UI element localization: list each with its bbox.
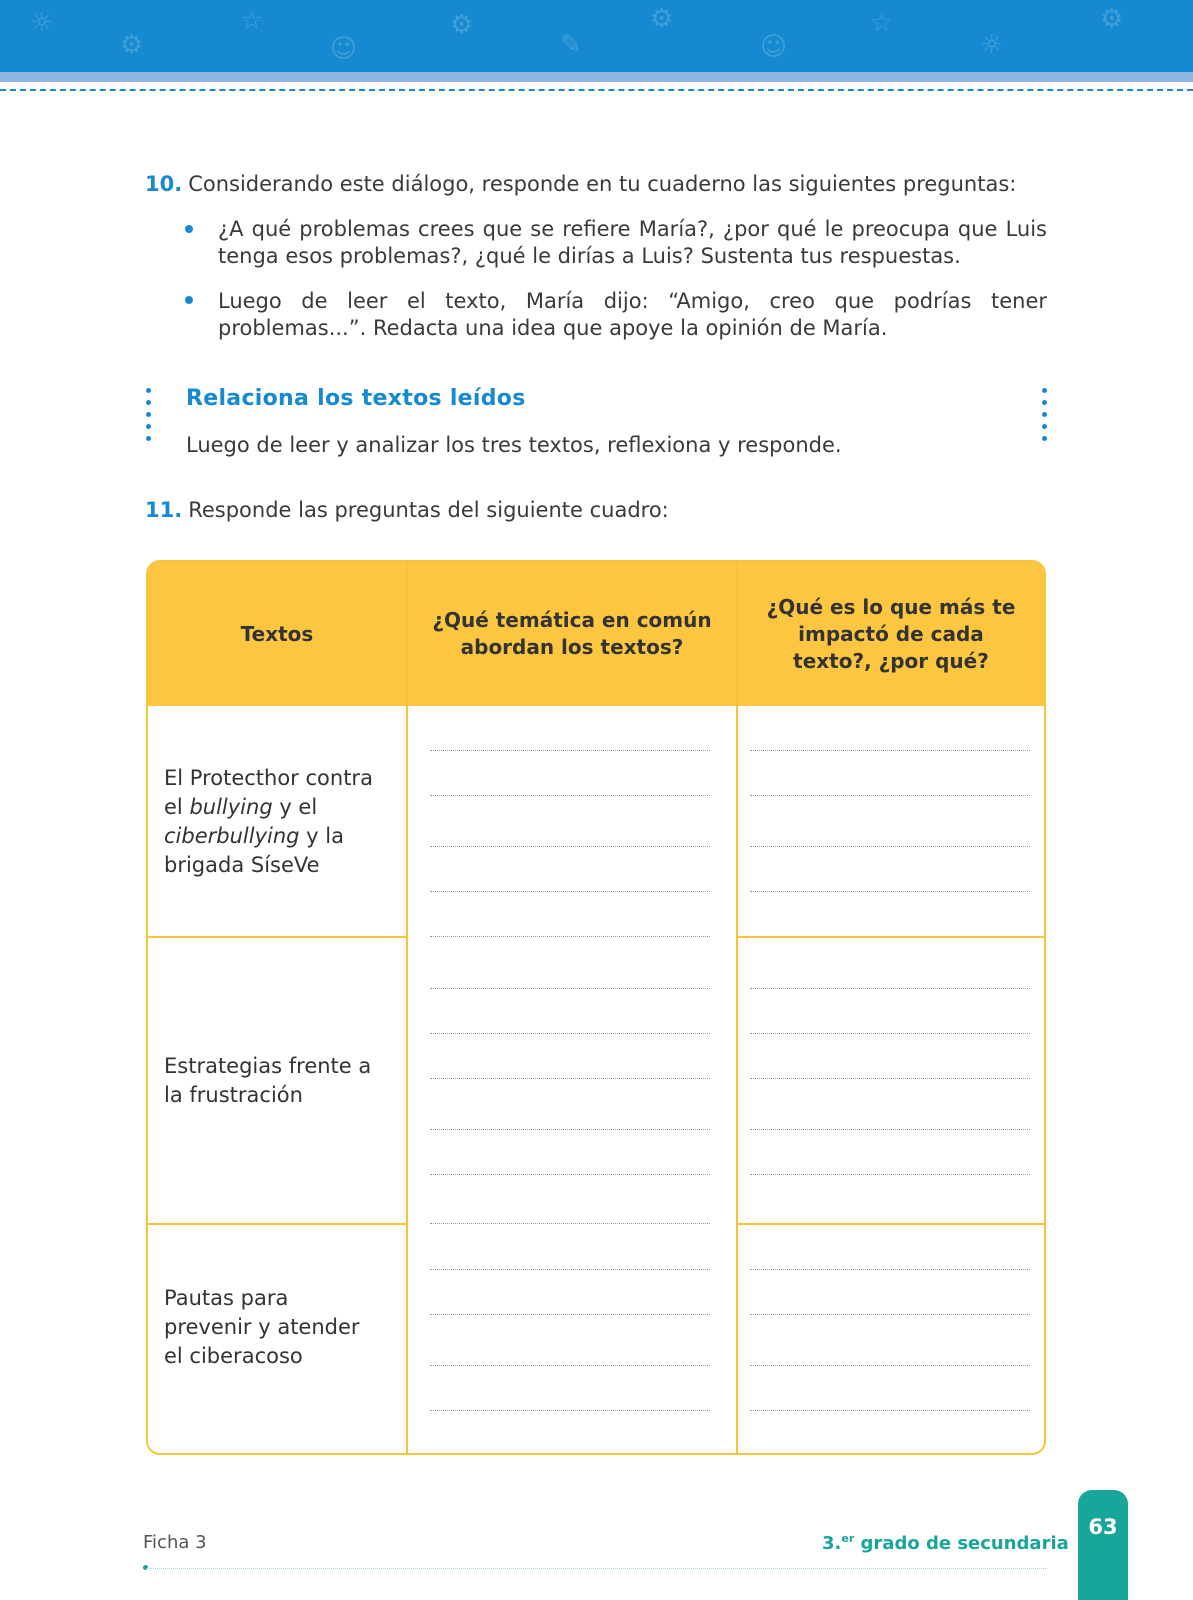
row-text-italic: ciberbullying [164,824,300,848]
header-banner [0,0,1193,72]
writing-line [750,1365,1030,1366]
writing-line [430,750,710,751]
writing-line [430,1078,710,1079]
row-divider [148,1223,406,1225]
writing-line [750,1269,1030,1270]
writing-line [750,988,1030,989]
left-dotted-border [146,388,152,448]
writing-line [750,1174,1030,1175]
gear-icon: ⚙ [120,30,144,60]
question-text: Considerando este diálogo, responde en tu cuaderno las siguientes preguntas: [188,172,1017,196]
writing-line [430,1174,710,1175]
star-icon: ☆ [870,8,894,38]
row-text-estrategias: Estrategias frente a la frustración [164,1054,372,1107]
smile-icon: ☺ [760,32,788,62]
column-divider [406,562,408,1453]
row-text-italic: bullying [189,795,273,819]
section-text: Luego de leer y analizar los tres textos, reflexiona y responde. [186,433,842,457]
writing-line [750,1129,1030,1130]
right-dotted-border [1042,388,1048,448]
bullet-icon [183,292,198,307]
question-number: 10. [145,172,183,196]
writing-line [430,1410,710,1411]
answer-table [146,560,1046,1455]
writing-line [750,1078,1030,1079]
lightbulb-icon: ☼ [30,8,54,38]
footer-ficha: Ficha 3 [143,1532,207,1553]
table-header [148,562,1044,706]
writing-line [430,1223,710,1224]
row-divider [738,936,1044,938]
row-text-protecthor [164,764,394,880]
gear-icon: ⚙ [450,10,474,40]
writing-line [430,846,710,847]
header-strip [0,72,1193,82]
header-textos: Textos [240,621,314,646]
header-tematica: ¿Qué temática en común abordan los textos? [432,608,712,659]
writing-line [750,750,1030,751]
writing-line [750,891,1030,892]
writing-line [430,936,710,937]
header-impacto: ¿Qué es lo que más te impactó de cada texto?, ¿por qué? [766,594,1016,673]
writing-line [750,795,1030,796]
question-11 [145,498,669,522]
writing-line [430,1269,710,1270]
grade-suffix: er [841,1532,855,1545]
writing-line [430,795,710,796]
question-10 [145,172,1016,196]
writing-line [430,988,710,989]
row-text-pautas: Pautas para prevenir y atender el ciberacoso [164,1286,360,1368]
row-text-part: y la brigada SíseVe [164,824,344,877]
lightbulb-icon: ☼ [980,30,1004,60]
writing-line [750,1033,1030,1034]
writing-line [430,1129,710,1130]
question-text: Responde las preguntas del siguiente cuadro: [188,498,669,522]
bullet-icon [183,221,198,236]
writing-line [430,1033,710,1034]
gear-icon: ⚙ [1100,4,1124,34]
column-divider [736,562,738,1453]
bullet-text-2: Luego de leer el texto, María dijo: “Amigo, creo que podrías tener problemas...”. Redacta una idea que apoye la opinión de María. [218,289,1047,340]
gear-icon: ⚙ [650,4,674,34]
writing-line [430,891,710,892]
header-dashed-line [0,89,1193,91]
pencil-icon: ✎ [560,30,582,60]
footer-grade [822,1532,1069,1554]
grade-number: 3. [822,1533,842,1554]
writing-line [430,1365,710,1366]
row-text-part: y el [272,795,318,819]
section-title: Relaciona los textos leídos [186,386,526,411]
row-divider [148,936,406,938]
writing-line [750,1314,1030,1315]
smile-icon: ☺ [330,34,358,64]
row-divider [738,1223,1044,1225]
question-number: 11. [145,498,183,522]
writing-line [750,1410,1030,1411]
footer-line [146,1568,1046,1569]
grade-text: grado de secundaria [854,1533,1069,1554]
page-number: 63 [1078,1490,1128,1600]
writing-line [750,846,1030,847]
bullet-text-1: ¿A qué problemas crees que se refiere María?, ¿por qué le preocupa que Luis tenga esos problemas?, ¿qué le dirías a Luis? Sustenta tus respuestas. [218,217,1047,268]
row-text-part: El Protecthor contra el [164,766,373,819]
writing-line [430,1314,710,1315]
star-icon: ☆ [240,6,264,36]
